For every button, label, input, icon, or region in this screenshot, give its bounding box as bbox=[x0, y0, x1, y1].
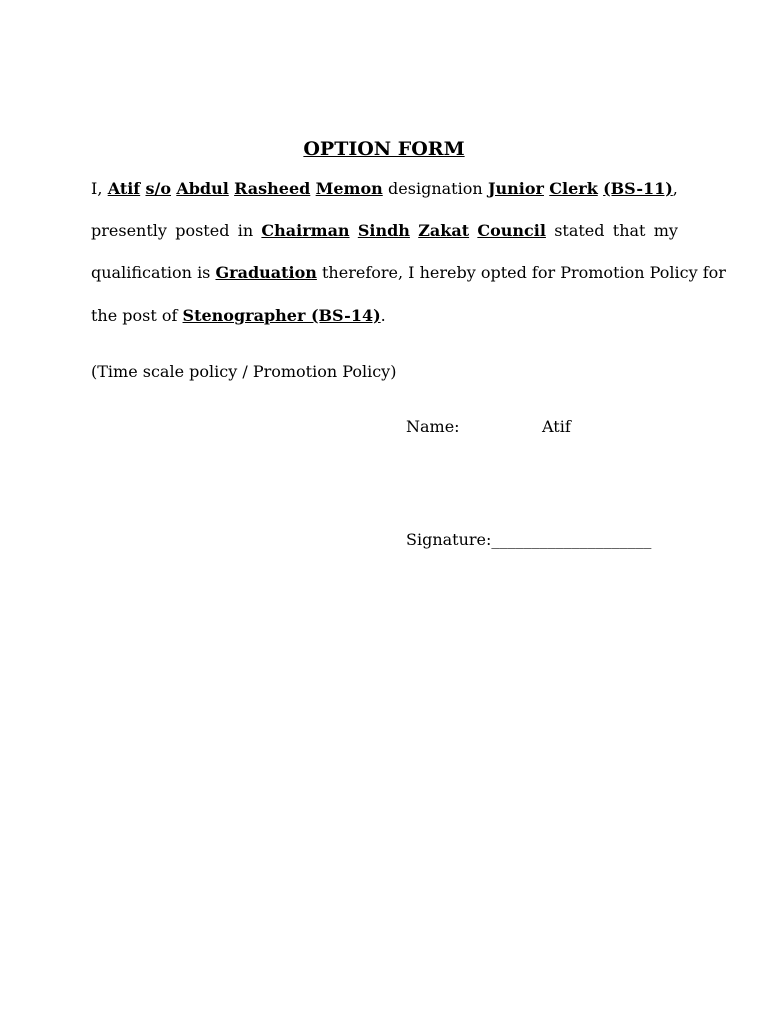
employee-name-word: Rasheed bbox=[234, 179, 311, 198]
employee-name-word: Abdul bbox=[176, 179, 229, 198]
punctuation: . bbox=[380, 306, 386, 325]
employee-name-word: Memon bbox=[315, 179, 383, 198]
statement-line-4 bbox=[91, 305, 678, 327]
employee-name-word: Atif bbox=[107, 179, 141, 198]
line-text: qualification is bbox=[91, 263, 216, 282]
designation-group bbox=[603, 178, 678, 200]
policy-note: (Time scale policy / Promotion Policy) bbox=[91, 362, 397, 381]
word: posted bbox=[175, 221, 230, 240]
designation-word: Clerk bbox=[549, 179, 598, 198]
punctuation: , bbox=[672, 179, 678, 198]
post-value: Stenographer (BS-14) bbox=[182, 306, 381, 325]
statement-line-2 bbox=[91, 220, 678, 242]
posting-word: Council bbox=[477, 221, 546, 240]
line-text: therefore, I hereby opted for Promotion Policy for bbox=[316, 263, 726, 282]
posting-word: Zakat bbox=[418, 221, 470, 240]
word: designation bbox=[388, 179, 483, 198]
word: in bbox=[237, 221, 254, 240]
statement-line-1 bbox=[91, 178, 678, 200]
statement-line-3 bbox=[91, 262, 726, 284]
line-text: the post of bbox=[91, 306, 183, 325]
employee-name-word: s/o bbox=[145, 179, 172, 198]
word: presently bbox=[91, 221, 167, 240]
name-value: Atif bbox=[542, 417, 571, 436]
designation-word: Junior bbox=[487, 179, 544, 198]
form-title: OPTION FORM bbox=[303, 138, 465, 160]
word: stated bbox=[554, 221, 605, 240]
name-label: Name: bbox=[406, 417, 460, 436]
posting-word: Sindh bbox=[357, 221, 410, 240]
word: my bbox=[653, 221, 678, 240]
designation-word: (BS-11) bbox=[603, 179, 673, 198]
qualification-value: Graduation bbox=[215, 263, 317, 282]
posting-word: Chairman bbox=[261, 221, 350, 240]
word: that bbox=[612, 221, 646, 240]
signature-line: Signature:____________________ bbox=[406, 530, 652, 549]
word: I, bbox=[91, 179, 103, 198]
